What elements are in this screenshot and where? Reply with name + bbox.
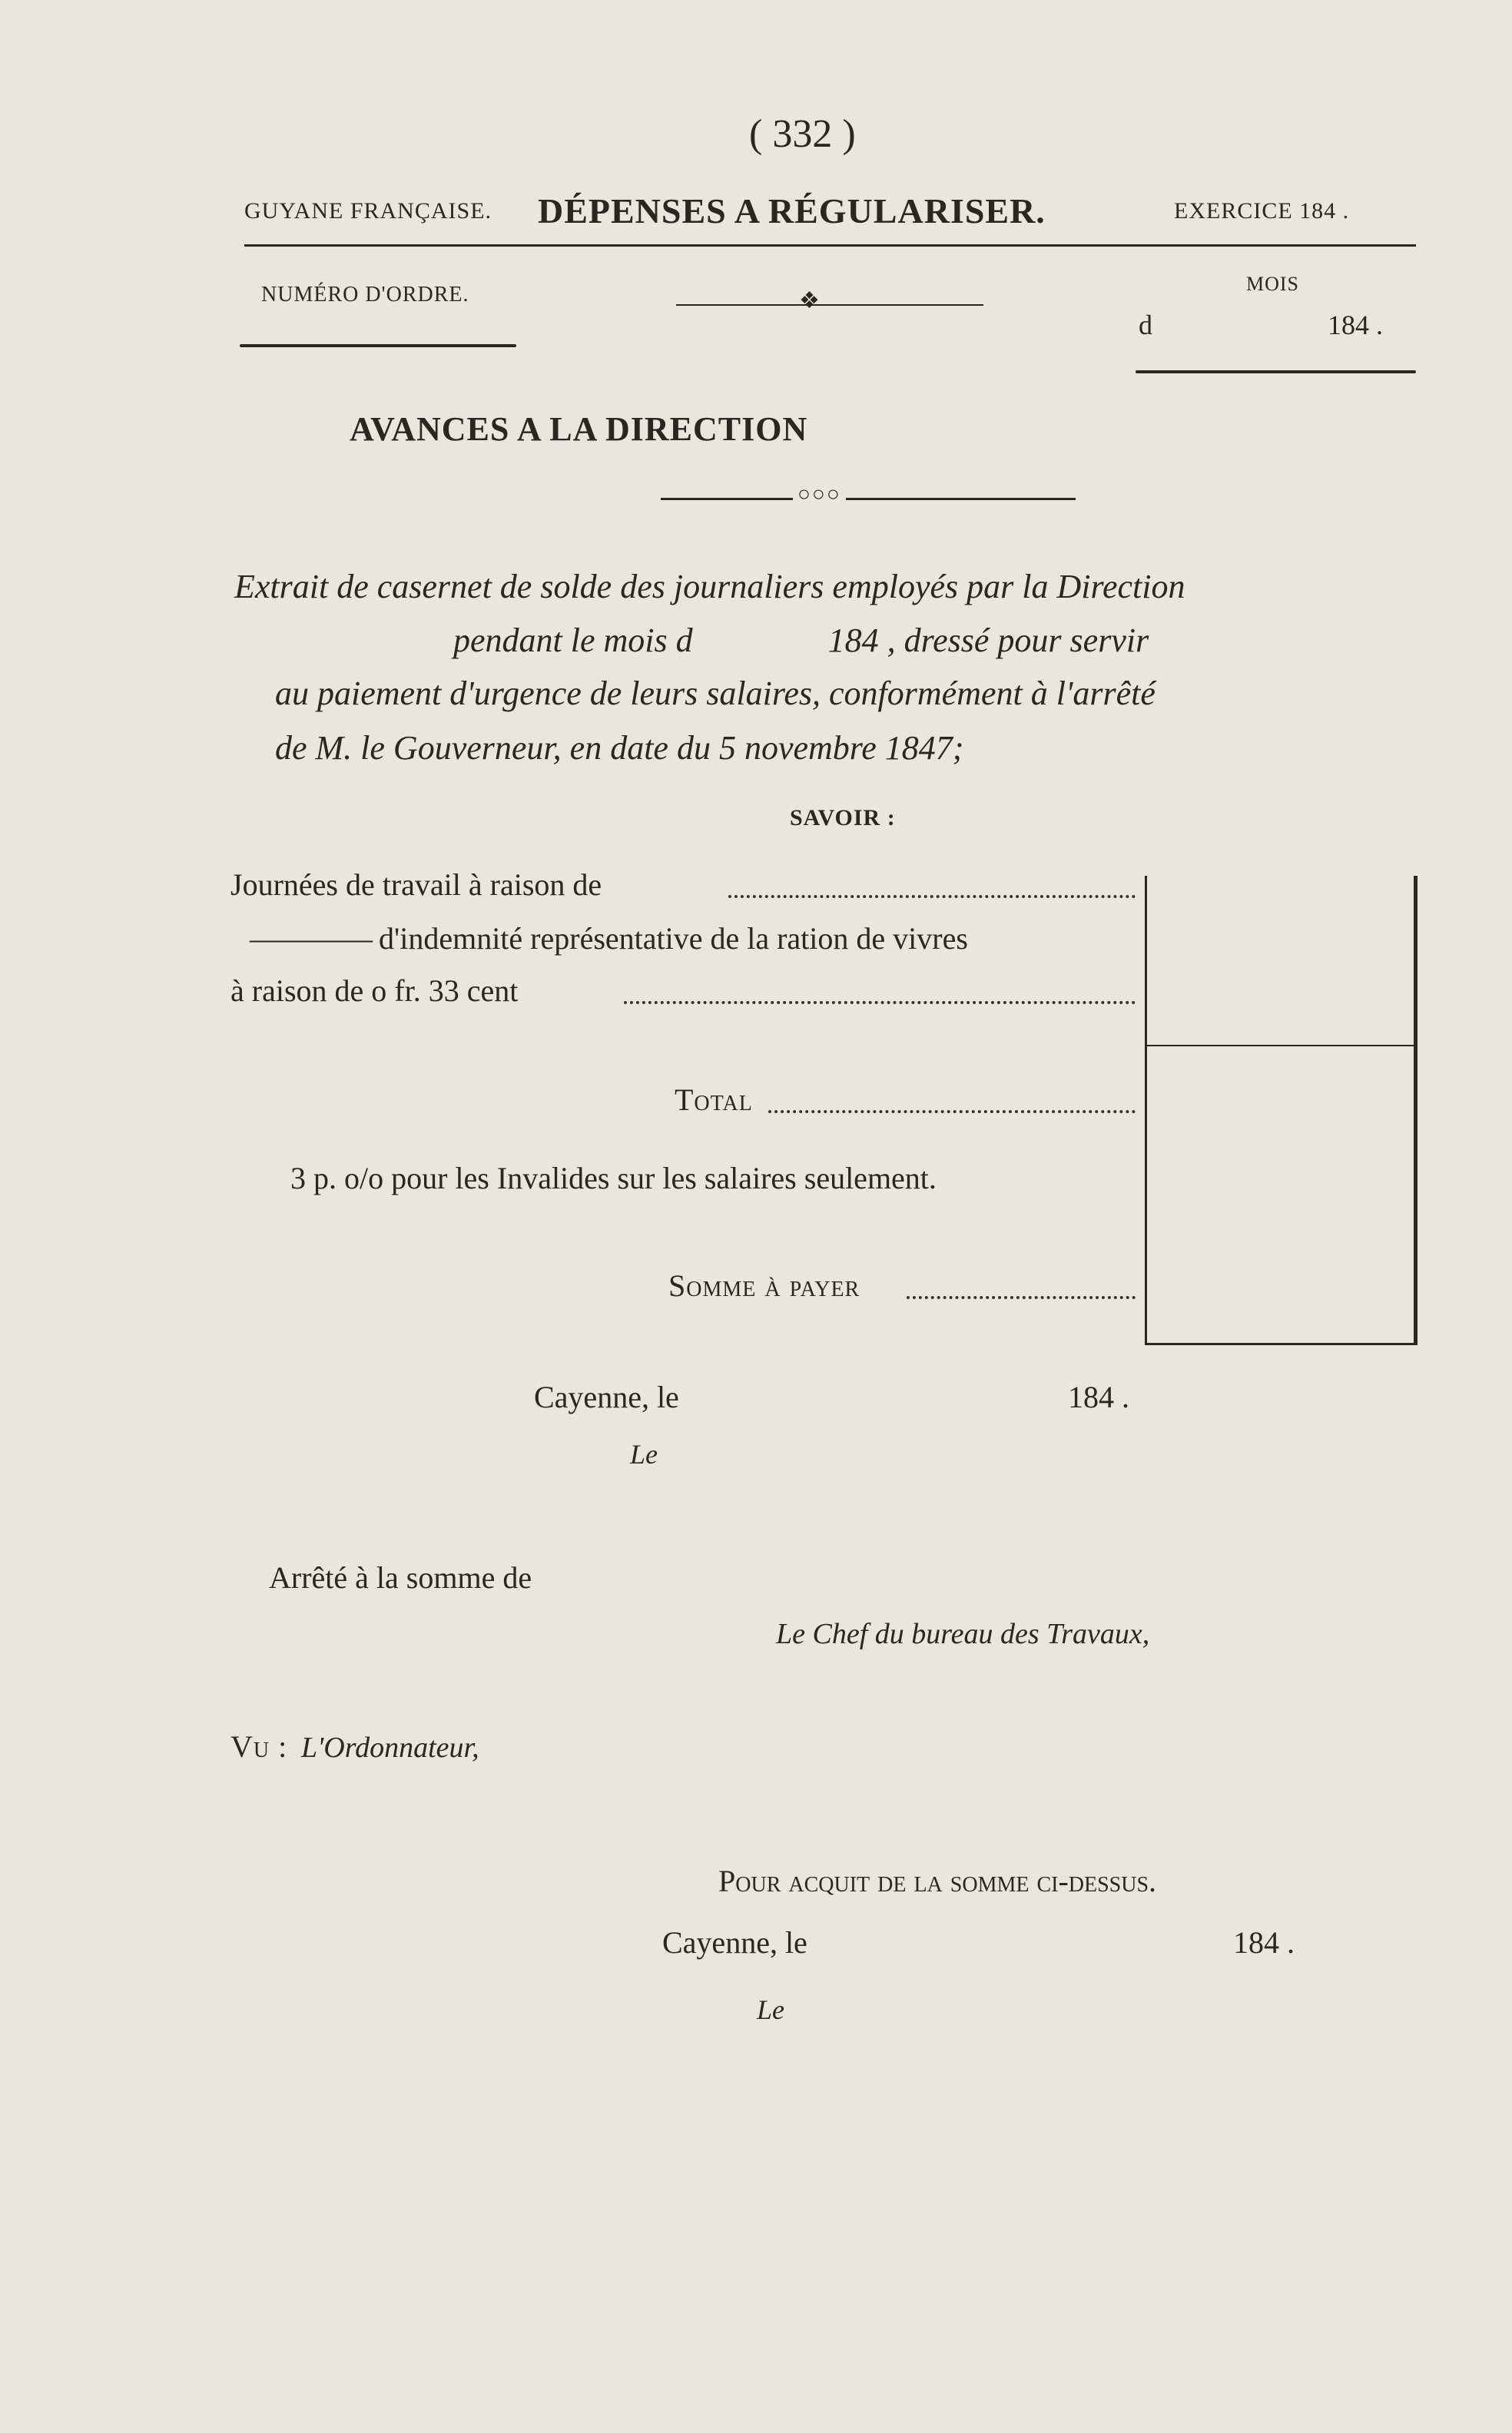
signature-place-2: Cayenne, le	[662, 1925, 807, 1960]
section-ornament-icon: ○○○	[793, 482, 846, 507]
mois-label: MOIS	[1246, 273, 1300, 295]
section-title: AVANCES A LA DIRECTION	[350, 410, 808, 448]
signature-le-1: Le	[630, 1439, 658, 1470]
row-somme-dots	[907, 1296, 1136, 1299]
row-ration: à raison de o fr. 33 cent	[230, 973, 519, 1008]
page-number: ( 332 )	[749, 112, 856, 156]
row-somme: Somme à payer	[668, 1268, 860, 1303]
header-title: DÉPENSES A RÉGULARISER.	[538, 191, 1046, 230]
extract-line-4: de M. le Gouverneur, en date du 5 novembre 1847;	[275, 729, 964, 767]
section-rule	[661, 498, 1076, 500]
order-number-label: NUMÉRO D'ORDRE.	[261, 283, 469, 307]
savoir-label: SAVOIR :	[790, 805, 896, 830]
row-journees: Journées de travail à raison de	[230, 867, 602, 902]
extract-line-2: pendant le mois d 184 , dressé pour servir	[453, 622, 1149, 659]
row-journees-dots	[728, 895, 1136, 898]
row-indemnite-dash: ————	[250, 921, 373, 956]
signature-year-2: 184 .	[1233, 1925, 1295, 1960]
signature-le-2: Le	[757, 1994, 784, 2025]
arrete-line: Arrêté à la somme de	[269, 1560, 532, 1595]
vu-label: Vu :	[230, 1729, 288, 1764]
mois-year: 184 .	[1328, 310, 1383, 340]
signature-place-1: Cayenne, le	[534, 1380, 679, 1414]
pour-acquit: Pour acquit de la somme ci-dessus.	[718, 1864, 1157, 1898]
order-number-flourish	[240, 344, 516, 347]
chef-bureau: Le Chef du bureau des Travaux,	[776, 1618, 1150, 1650]
row-total: Total	[675, 1082, 753, 1117]
row-invalides: 3 p. o/o pour les Invalides sur les salaires seulement.	[290, 1161, 937, 1195]
table-total-rule	[1145, 1045, 1418, 1046]
extract-line-1: Extrait de casernet de solde des journaliers employés par la Direction	[234, 568, 1185, 605]
center-ornament-rule	[676, 304, 983, 306]
row-indemnite: d'indemnité représentative de la ration de vivres	[379, 921, 968, 956]
table-bottom-rule	[1145, 1343, 1418, 1345]
header-left: GUYANE FRANÇAISE.	[244, 198, 492, 224]
extract-line-3: au paiement d'urgence de leurs salaires, conformément à l'arrêté	[275, 675, 1156, 712]
table-column-line-1	[1145, 876, 1147, 1344]
header-rule	[244, 244, 1416, 247]
center-ornament-icon: ❖	[799, 288, 820, 313]
row-ration-dots	[624, 1001, 1136, 1004]
row-total-dots	[768, 1110, 1136, 1113]
header-right: EXERCICE 184 .	[1174, 198, 1350, 224]
mois-d: d	[1139, 310, 1152, 340]
table-column-line-2	[1414, 876, 1418, 1344]
mois-flourish	[1136, 370, 1416, 373]
vu-ordonnateur: L'Ordonnateur,	[301, 1732, 479, 1764]
signature-year-1: 184 .	[1068, 1380, 1129, 1414]
